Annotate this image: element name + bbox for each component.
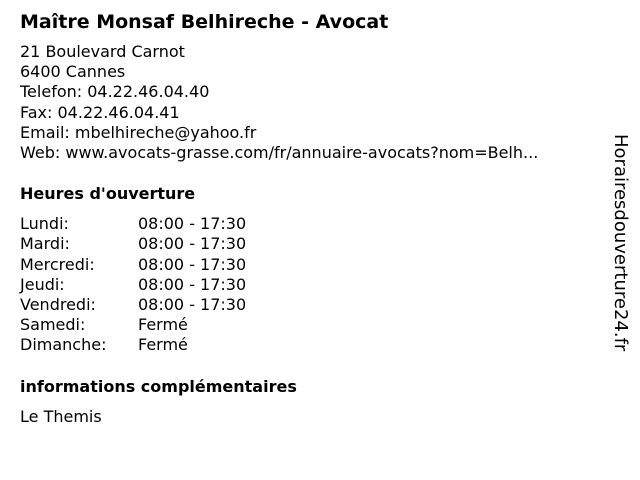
fax-line bbox=[20, 103, 600, 123]
opening-hours: 08:00 - 17:30 bbox=[138, 274, 247, 294]
email-line bbox=[20, 123, 600, 143]
opening-hours: Fermé bbox=[138, 335, 188, 355]
hours-row-wednesday bbox=[20, 255, 600, 275]
phone-value: 04.22.46.04.40 bbox=[87, 82, 210, 102]
day-label: Mardi: bbox=[20, 234, 70, 254]
phone-line bbox=[20, 82, 600, 102]
additional-info-heading: informations complémentaires bbox=[20, 376, 297, 396]
website-value: www.avocats-grasse.com/fr/annuaire-avocats?nom=Belh... bbox=[65, 143, 539, 163]
email-label: Email: bbox=[20, 122, 70, 142]
opening-hours: 08:00 - 17:30 bbox=[138, 234, 247, 254]
day-label: Jeudi: bbox=[20, 274, 65, 294]
site-brand-watermark: Horairesdouverture24.fr bbox=[610, 134, 631, 352]
address-line-street: 21 Boulevard Carnot bbox=[20, 42, 185, 61]
business-card bbox=[20, 10, 600, 427]
additional-info-text: Le Themis bbox=[20, 406, 102, 426]
day-label: Lundi: bbox=[20, 214, 69, 234]
fax-label: Fax: bbox=[20, 102, 53, 122]
web-label: Web: bbox=[20, 143, 61, 163]
opening-hours: Fermé bbox=[138, 315, 188, 335]
fax-value: 04.22.46.04.41 bbox=[57, 102, 180, 122]
opening-hours: 08:00 - 17:30 bbox=[138, 295, 247, 315]
hours-row-monday bbox=[20, 214, 600, 234]
business-title: Maître Monsaf Belhireche - Avocat bbox=[20, 11, 389, 33]
day-label: Mercredi: bbox=[20, 254, 95, 274]
opening-hours: 08:00 - 17:30 bbox=[138, 214, 247, 234]
web-line bbox=[20, 143, 600, 163]
hours-row-tuesday bbox=[20, 234, 600, 254]
email-value: mbelhireche@yahoo.fr bbox=[74, 122, 257, 142]
day-label: Dimanche: bbox=[20, 335, 107, 355]
address-line-city: 6400 Cannes bbox=[20, 62, 126, 82]
day-label: Vendredi: bbox=[20, 295, 96, 315]
hours-row-saturday bbox=[20, 315, 600, 335]
phone-label: Telefon: bbox=[20, 82, 83, 102]
hours-heading: Heures d'ouverture bbox=[20, 184, 196, 204]
hours-row-friday bbox=[20, 295, 600, 315]
hours-row-sunday bbox=[20, 335, 600, 355]
hours-row-thursday bbox=[20, 275, 600, 295]
opening-hours: 08:00 - 17:30 bbox=[138, 254, 247, 274]
hours-list bbox=[20, 214, 600, 355]
day-label: Samedi: bbox=[20, 315, 86, 335]
